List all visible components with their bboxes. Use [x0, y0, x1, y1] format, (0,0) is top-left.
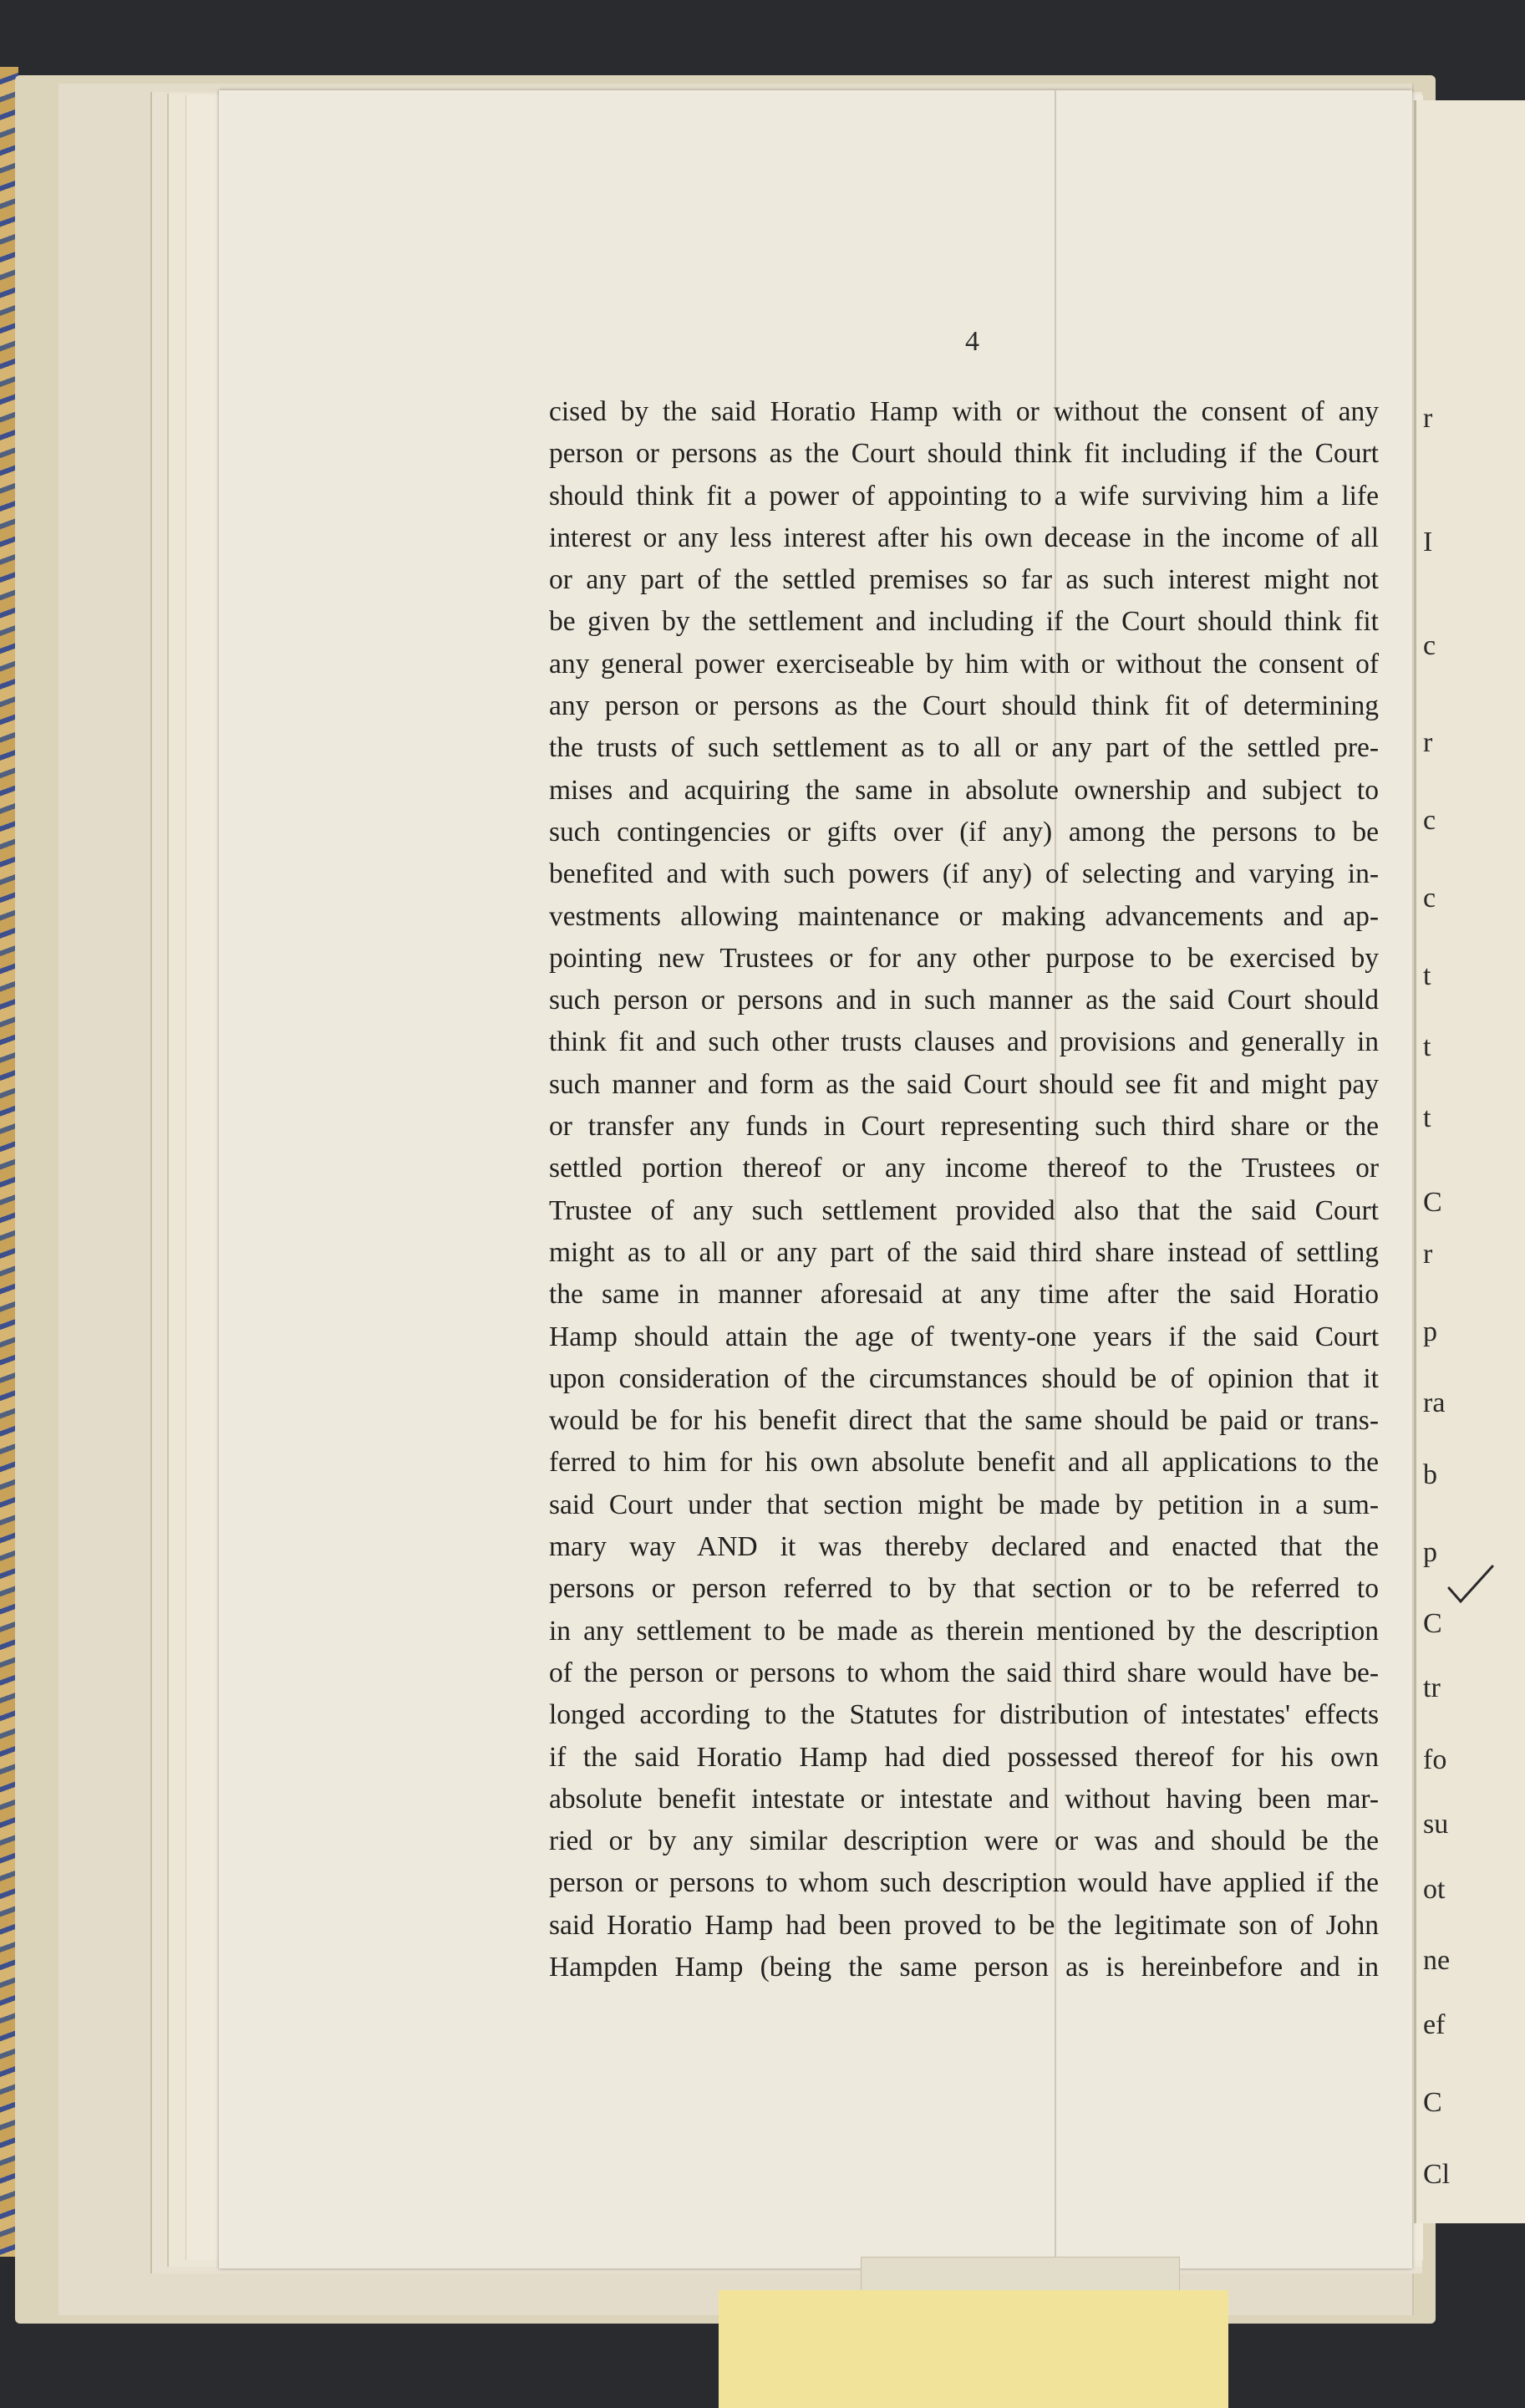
adjacent-page-fragment: c — [1423, 882, 1436, 914]
text-line: such person or persons and in such manner as the said Court should — [549, 985, 1379, 1016]
page-number: 4 — [965, 326, 979, 357]
adjacent-page-fragment: t — [1423, 1031, 1431, 1062]
text-line: if the said Horatio Hamp had died possessed thereof for his own — [549, 1741, 1379, 1773]
text-line: mises and acquiring the same in absolute ownership and subject to — [549, 774, 1379, 806]
adjacent-page-fragment: c — [1423, 629, 1436, 661]
text-line: person or persons as the Court should think fit including if the Court — [549, 438, 1379, 470]
text-line: should think fit a power of appointing to a wife surviving him a life — [549, 480, 1379, 512]
body-text — [549, 391, 1379, 1988]
sticky-note — [719, 2290, 1228, 2408]
text-line: or any part of the settled premises so far as such interest might not — [549, 564, 1379, 596]
text-line: upon consideration of the circumstances should be of opinion that it — [549, 1362, 1379, 1394]
text-line: such manner and form as the said Court should see fit and might pay — [549, 1068, 1379, 1100]
adjacent-page-fragment: t — [1423, 1102, 1431, 1134]
adjacent-page-fragment: ot — [1423, 1873, 1446, 1905]
adjacent-page-edge — [1414, 100, 1525, 2223]
adjacent-page-fragment: p — [1423, 1316, 1437, 1347]
adjacent-page-fragment: r — [1423, 1239, 1433, 1270]
adjacent-page-fragment: r — [1423, 403, 1433, 435]
text-line: the trusts of such settlement as to all or any part of the settled pre- — [549, 732, 1379, 764]
text-line: in any settlement to be made as therein mentioned by the description — [549, 1615, 1379, 1647]
text-line: the same in manner aforesaid at any time after the said Horatio — [549, 1279, 1379, 1311]
text-line: might as to all or any part of the said third share instead of settling — [549, 1236, 1379, 1268]
text-line: think fit and such other trusts clauses and provisions and generally in — [549, 1026, 1379, 1058]
text-line: interest or any less interest after his own decease in the income of all — [549, 522, 1379, 553]
adjacent-page-fragment: b — [1423, 1459, 1437, 1490]
text-line: longed according to the Statutes for distribution of intestates' effects — [549, 1699, 1379, 1731]
adjacent-page-fragment: C — [1423, 1607, 1442, 1639]
text-line: benefited and with such powers (if any) of selecting and varying in- — [549, 858, 1379, 890]
text-line: would be for his benefit direct that the same should be paid or trans- — [549, 1405, 1379, 1437]
text-line: said Horatio Hamp had been proved to be the legitimate son of John — [549, 1909, 1379, 1941]
adjacent-page-fragment: t — [1423, 960, 1431, 991]
text-line: mary way AND it was thereby declared and enacted that the — [549, 1531, 1379, 1563]
adjacent-page-fragment: fo — [1423, 1744, 1447, 1775]
text-line: be given by the settlement and including if the Court should think fit — [549, 606, 1379, 638]
text-line: pointing new Trustees or for any other purpose to be exercised by — [549, 942, 1379, 974]
text-line: such contingencies or gifts over (if any) among the persons to be — [549, 816, 1379, 848]
adjacent-page-fragment: ne — [1423, 1944, 1451, 1976]
text-line: of the person or persons to whom the said third share would have be- — [549, 1657, 1379, 1688]
text-line: absolute benefit intestate or intestate and without having been mar- — [549, 1783, 1379, 1815]
adjacent-page-fragment: C — [1423, 2087, 1442, 2119]
adjacent-page-fragment: tr — [1423, 1672, 1441, 1704]
adjacent-page-fragment: Cl — [1423, 2158, 1451, 2190]
text-line: vestments allowing maintenance or making advancements and ap- — [549, 900, 1379, 932]
text-line: settled portion thereof or any income thereof to the Trustees or — [549, 1153, 1379, 1184]
adjacent-page-fragment: su — [1423, 1809, 1449, 1840]
text-line: or transfer any funds in Court representing such third share or the — [549, 1111, 1379, 1143]
text-line: said Court under that section might be made by petition in a sum- — [549, 1489, 1379, 1520]
adjacent-page-fragment: ra — [1423, 1387, 1446, 1419]
text-line: any person or persons as the Court should think fit of determining — [549, 690, 1379, 722]
text-line: Hampden Hamp (being the same person as is hereinbefore and in — [549, 1951, 1379, 1983]
text-line: persons or person referred to by that section or to be referred to — [549, 1573, 1379, 1605]
adjacent-page-fragment: C — [1423, 1187, 1442, 1218]
adjacent-page-fragment: ef — [1423, 2009, 1446, 2041]
text-line: ferred to him for his own absolute benefit and all applications to the — [549, 1447, 1379, 1479]
text-line: person or persons to whom such description would have applied if the — [549, 1867, 1379, 1899]
text-line: cised by the said Horatio Hamp with or without the consent of any — [549, 396, 1379, 427]
text-line: any general power exerciseable by him with or without the consent of — [549, 648, 1379, 680]
text-line: Hamp should attain the age of twenty-one years if the said Court — [549, 1321, 1379, 1352]
adjacent-page-fragment: p — [1423, 1536, 1437, 1568]
check-mark-icon — [1446, 1563, 1496, 1613]
adjacent-page-fragment: I — [1423, 526, 1433, 557]
adjacent-page-fragment: c — [1423, 804, 1436, 836]
adjacent-page-fragment: r — [1423, 726, 1433, 758]
text-line: Trustee of any such settlement provided also that the said Court — [549, 1194, 1379, 1226]
text-line: ried or by any similar description were or was and should be the — [549, 1825, 1379, 1857]
